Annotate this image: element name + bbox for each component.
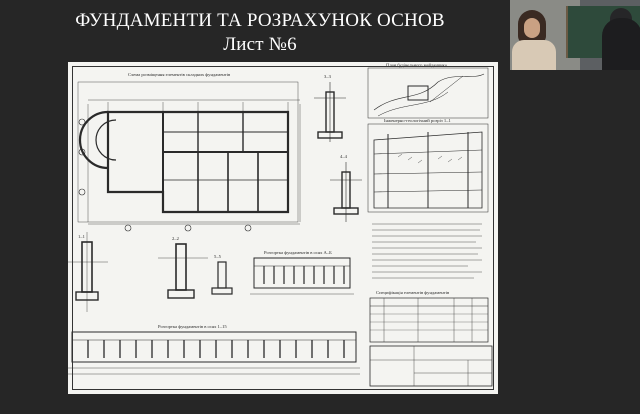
section-1-1	[68, 232, 108, 312]
elevation-a-b-title: Розгортка фундаментів в осях А–Б	[264, 250, 332, 255]
section-3-3-label: 3–3	[324, 74, 331, 79]
camera-second-person	[602, 18, 640, 70]
camera-person-face	[524, 18, 540, 38]
drawing-sheet	[68, 62, 498, 394]
section-4-4-label: 4–4	[340, 154, 347, 159]
drawing-notes	[372, 224, 482, 278]
foundation-plan	[78, 82, 300, 231]
slide-subtitle: Лист №6	[223, 34, 297, 55]
plan-title: Схема розміщення елементів складних фундаментів	[128, 72, 231, 77]
elevation-a-b	[250, 258, 354, 294]
slide-title: ФУНДАМЕНТИ ТА РОЗРАХУНОК ОСНОВ	[75, 10, 445, 31]
specification-table	[370, 298, 488, 342]
geological-section	[368, 124, 488, 212]
webcam-preview	[510, 0, 640, 70]
section-3-3	[314, 82, 346, 142]
section-2-2-label: 2–2	[172, 236, 179, 241]
elevation-1-15	[68, 332, 360, 374]
engineering-drawing	[68, 62, 498, 394]
specification-title: Специфікація елементів фундаментів	[376, 290, 450, 295]
site-location-plan	[368, 68, 488, 118]
section-2-2	[158, 244, 208, 298]
section-5-5	[212, 262, 232, 294]
title-block	[370, 346, 492, 386]
section-4-4	[330, 162, 362, 222]
camera-person-body	[512, 40, 556, 70]
elevation-1-15-title: Розгортка фундаментів в осях 1–15	[158, 324, 227, 329]
section-5-5-label: 5–5	[214, 254, 221, 259]
geological-section-title: Інженерно-геологічний розріз 1–1	[384, 118, 451, 123]
site-plan-title: План будівельного майданчика	[386, 62, 447, 68]
section-1-1-label: 1–1	[78, 234, 85, 239]
